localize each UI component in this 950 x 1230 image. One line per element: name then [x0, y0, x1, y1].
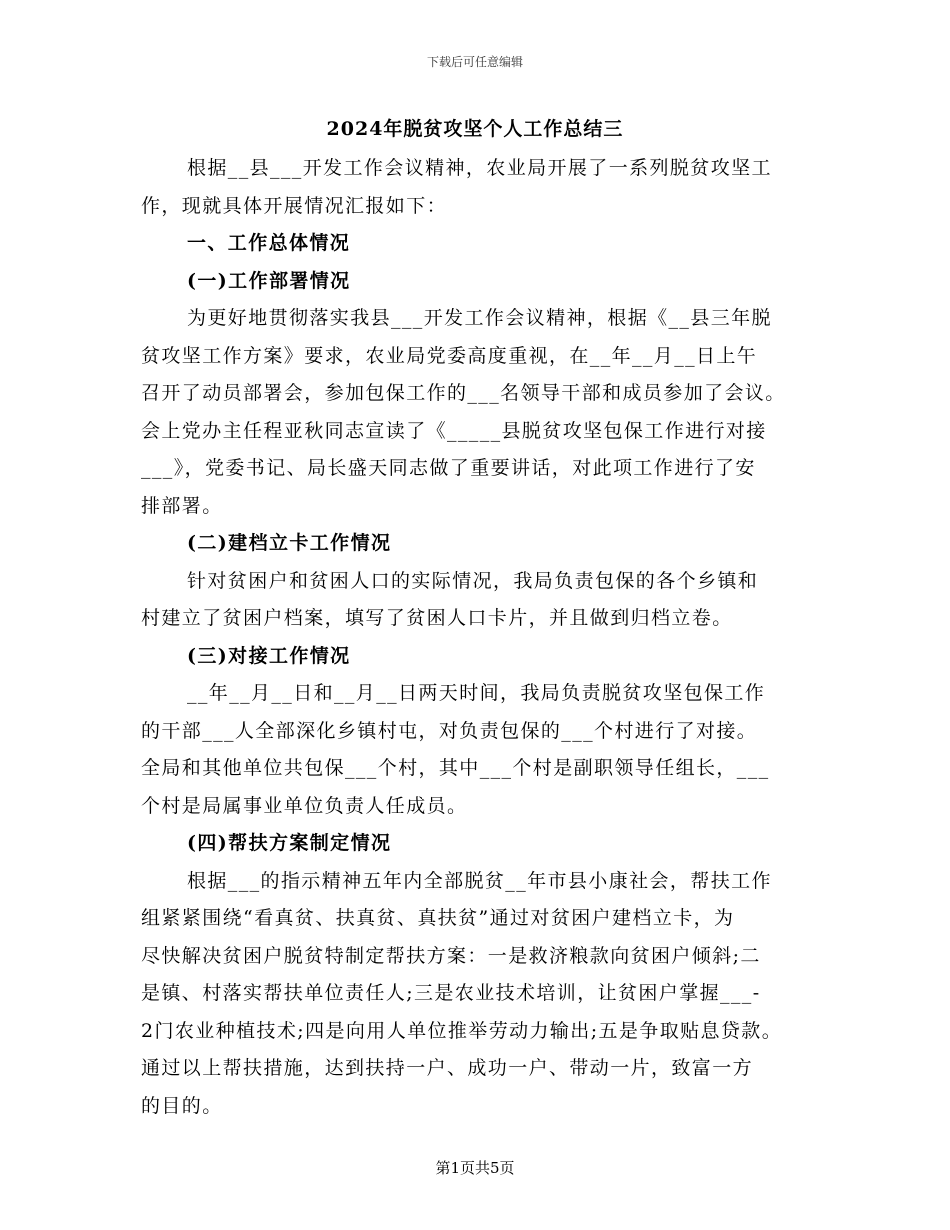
- section-heading: (一)工作部署情况: [187, 269, 351, 292]
- document-title: 2024年脱贫攻坚个人工作总结三: [326, 118, 624, 140]
- section-heading: (三)对接工作情况: [187, 644, 351, 667]
- paragraph-line: 排部署。: [141, 494, 223, 517]
- paragraph-line: 为更好地贯彻落实我县___开发工作会议精神，根据《__县三年脱: [187, 307, 772, 329]
- paragraph-line: 的目的。: [141, 1094, 223, 1117]
- paragraph-line: 作，现就具体开展情况汇报如下：: [141, 194, 448, 217]
- paragraph-line: 全局和其他单位共包保___个村，其中___个村是副职领导任组长，___: [141, 757, 770, 779]
- paragraph-line: 根据__县___开发工作会议精神，农业局开展了一系列脱贫攻坚工: [187, 157, 772, 179]
- document-body: [141, 150, 806, 1125]
- paragraph-line: ___》，党委书记、局长盛天同志做了重要讲话，对此项工作进行了安: [141, 457, 756, 479]
- section-heading: (四)帮扶方案制定情况: [187, 832, 392, 854]
- paragraph-line: 2门农业种植技术;四是向用人单位推举劳动力输出;五是争取贴息贷款。: [141, 1019, 783, 1042]
- header-note: 下载后可任意编辑: [426, 55, 523, 69]
- paragraph-line: 通过以上帮扶措施，达到扶持一户、成功一户、带动一片，致富一方: [141, 1057, 754, 1079]
- page-footer: 第1页共5页: [435, 1159, 515, 1177]
- paragraph-line: __年__月__日和__月__日两天时间，我局负责脱贫攻坚包保工作: [187, 682, 766, 704]
- section-heading: (二)建档立卡工作情况: [187, 532, 392, 554]
- paragraph-line: 会上党办主任程亚秋同志宣读了《_____县脱贫攻坚包保工作进行对接: [141, 419, 767, 442]
- paragraph-line: 是镇、村落实帮扶单位责任人;三是农业技术培训，让贫困户掌握___-: [141, 982, 761, 1004]
- paragraph-line: 村建立了贫困户档案，填写了贫困人口卡片，并且做到归档立卷。: [141, 607, 733, 629]
- paragraph-line: 尽快解决贫困户脱贫特制定帮扶方案：一是救济粮款向贫困户倾斜;二: [141, 944, 761, 967]
- paragraph-line: 贫攻坚工作方案》要求，农业局党委高度重视，在__年__月__日上午: [141, 344, 758, 367]
- section-heading: 一、工作总体情况: [187, 232, 351, 254]
- paragraph-line: 召开了动员部署会，参加包保工作的___名领导干部和成员参加了会议。: [141, 382, 786, 404]
- paragraph-line: 个村是局属事业单位负责人任成员。: [141, 794, 468, 817]
- paragraph-line: 根据___的指示精神五年内全部脱贫__年市县小康社会，帮扶工作: [187, 869, 772, 892]
- paragraph-line: 组紧紧围绕“看真贫、扶真贫、真扶贫”通过对贫困户建档立卡，为: [141, 907, 735, 929]
- paragraph-line: 针对贫困户和贫困人口的实际情况，我局负责包保的各个乡镇和: [187, 569, 759, 592]
- paragraph-line: 的干部___人全部深化乡镇村屯，对负责包保的___个村进行了对接。: [141, 719, 758, 742]
